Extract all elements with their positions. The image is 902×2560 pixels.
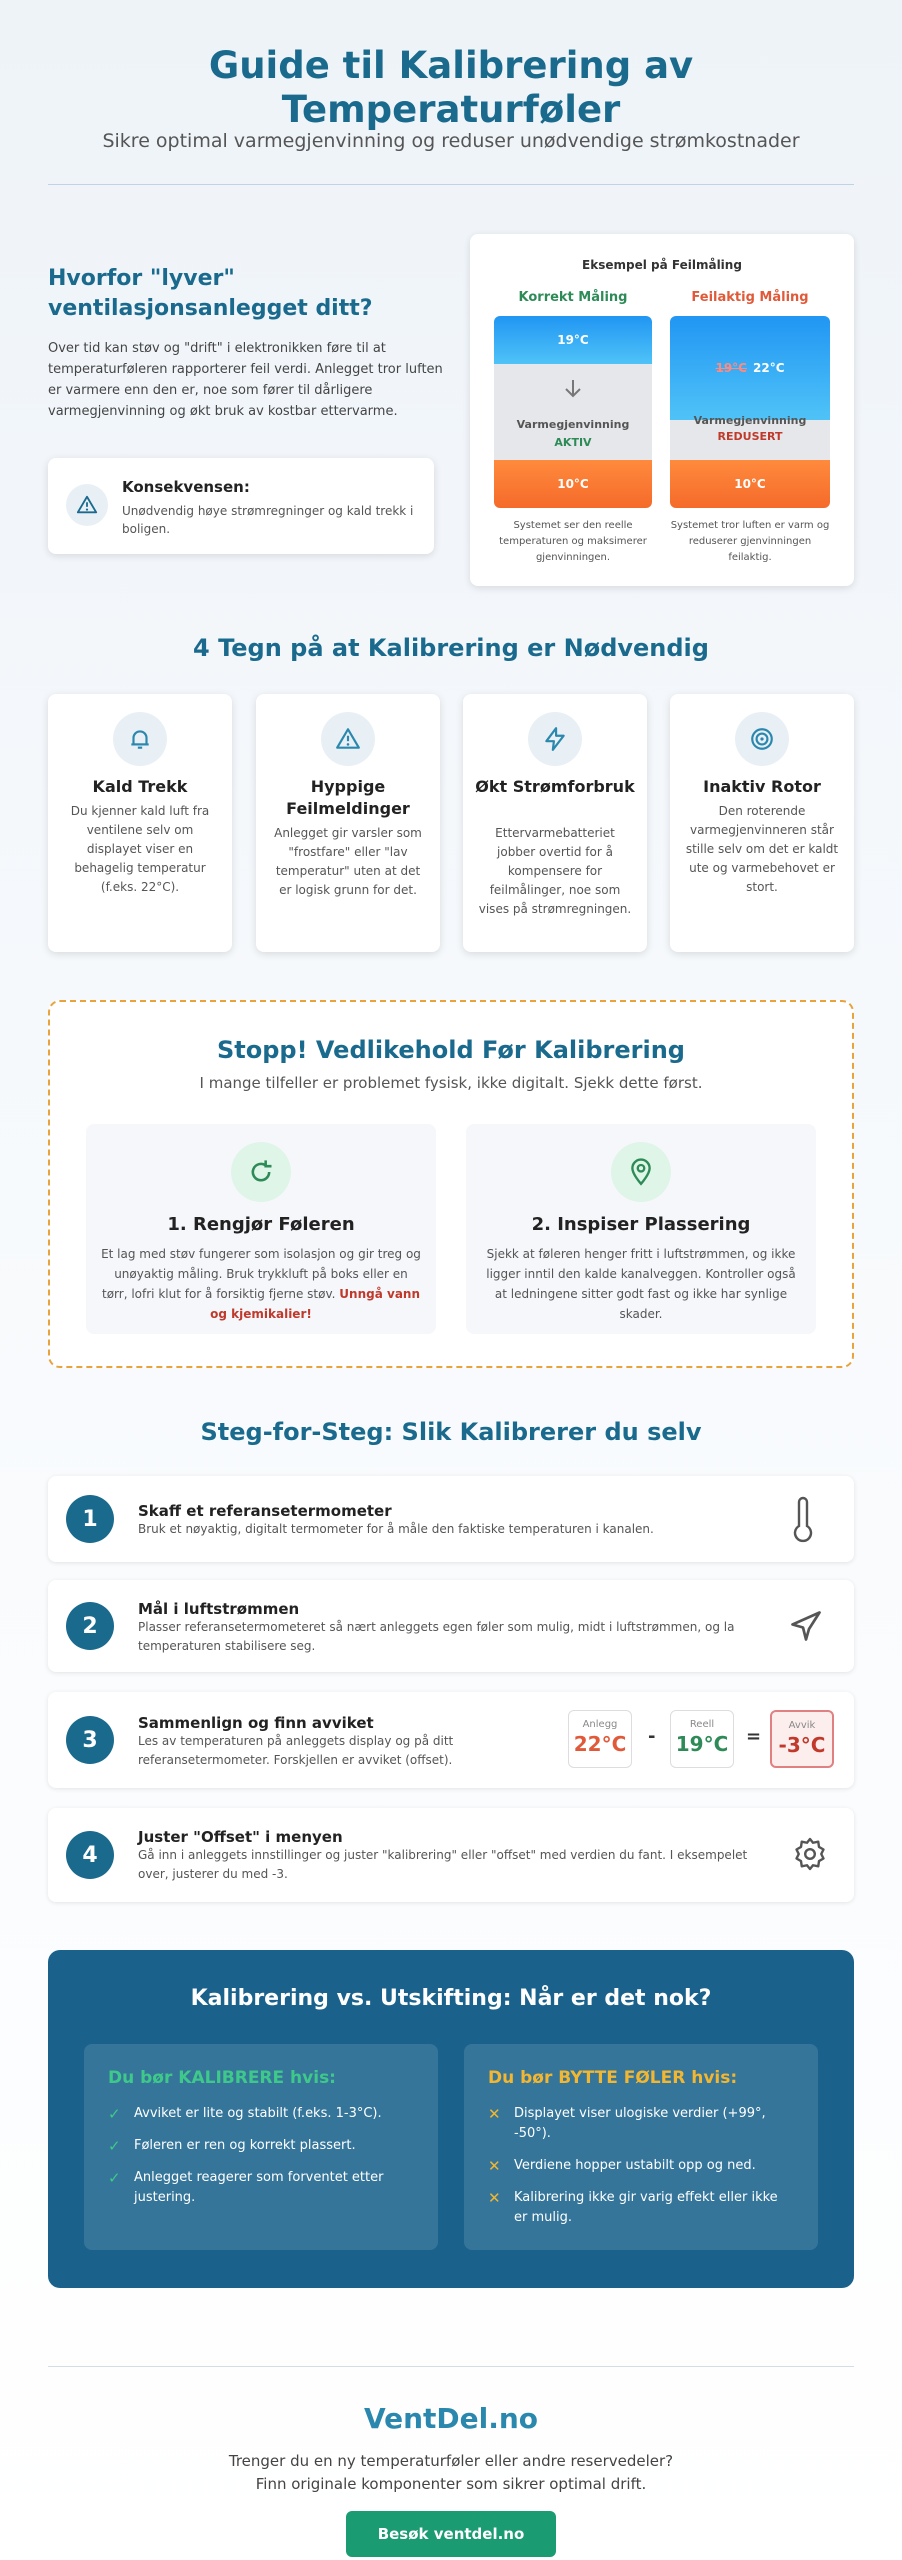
step-number: 1	[66, 1495, 114, 1543]
replace-title: Du bør BYTTE FØLER hvis:	[488, 2068, 738, 2088]
calibrate-box	[84, 2044, 438, 2250]
decision-heading: Kalibrering vs. Utskifting: Når er det nok?	[190, 1986, 712, 2011]
location-pin-icon	[611, 1142, 671, 1202]
footer-divider	[48, 2366, 854, 2367]
page-title: Guide til Kalibrering av Temperaturføler	[208, 44, 694, 131]
stop-subtitle: I mange tilfeller er problemet fysisk, ikke digitalt. Sjekk dette først.	[199, 1074, 703, 1092]
replace-box	[464, 2044, 818, 2250]
refresh-icon	[231, 1142, 291, 1202]
list-item: ✕ Displayet viser ulogiske verdier (+99°, -50°).	[488, 2105, 766, 2141]
step-number: 4	[66, 1831, 114, 1879]
gear-icon	[792, 1836, 828, 1876]
faulty-top	[670, 316, 830, 420]
sign-card: Inaktiv Rotor Den roterende varmegjenvinneren står stille selv om det er kaldt ute og varmebehovet er stort.	[670, 694, 854, 952]
step-card: 1 Skaff et referansetermometer Bruk et nøyaktig, digitalt termometer for å måle den faktiske temperaturen i kanalen.	[48, 1476, 854, 1562]
example-card	[470, 234, 854, 586]
minus-sign: -	[648, 1726, 656, 1747]
correct-mid: Varmegjenvinning AKTIV	[494, 364, 652, 460]
why-heading: Hvorfor "lyver" ventilasjonsanlegget ditt?	[48, 266, 373, 321]
thermometer-icon	[788, 1496, 818, 1548]
cross-icon: ✕	[488, 2157, 501, 2175]
faulty-caption: Systemet tror luften er varm og reduserer gjenvinningen feilaktig.	[670, 520, 830, 563]
footer-text: Trenger du en ny temperaturføler eller andre reservedeler? Finn originale komponenter som sikrer optimal drift.	[228, 2452, 674, 2493]
stop-heading: Stopp! Vedlikehold Før Kalibrering	[217, 1036, 685, 1064]
logo: VentDel.no	[363, 2402, 539, 2435]
faulty-diagram	[670, 316, 830, 508]
faulty-top-temp: 22°C	[753, 361, 785, 375]
list-item: ✕ Kalibrering ikke gir varig effekt eller ikke er mulig.	[488, 2189, 778, 2225]
arrow-down-icon	[563, 378, 583, 404]
check-icon: ✓	[108, 2105, 121, 2123]
warning-icon	[321, 712, 375, 766]
faulty-mid: Varmegjenvinning REDUSERT	[670, 420, 830, 460]
warning-text: Unngå vann og kjemikalier!	[210, 1287, 420, 1321]
step-number: 3	[66, 1716, 114, 1764]
correct-top-temp: 19°C	[494, 316, 652, 364]
cross-icon: ✕	[488, 2189, 501, 2207]
divider	[48, 184, 854, 185]
list-item: ✓ Avviket er lite og stabilt (f.eks. 1-3°C).	[108, 2105, 382, 2123]
step-card: 4 Juster "Offset" i menyen Gå inn i anleggets innstillinger og juster "kalibrering" eller "offset" med verdien du fant. I eksempelet over, justerer du med -3.	[48, 1808, 854, 1902]
offset-reading: Avvik -3°C	[770, 1710, 834, 1768]
sign-card: Kald Trekk Du kjenner kald luft fra ventilene selv om displayet viser en behagelig temperatur (f.eks. 22°C).	[48, 694, 232, 952]
bolt-icon	[528, 712, 582, 766]
clean-card: 1. Rengjør Føleren Et lag med støv fungerer som isolasjon og gir treg og unøyaktig måling. Bruk trykkluft på boks eller en tørr, lofri klut for å forsiktig fjerne støv. Unngå vann og kjemikalier!	[86, 1124, 436, 1334]
faulty-bottom-temp: 10°C	[670, 460, 830, 508]
bell-icon	[113, 712, 167, 766]
sign-card: Hyppige Feilmeldinger Anlegget gir varsler som "frostfare" eller "lav temperatur" uten at det er logisk grunn for det.	[256, 694, 440, 952]
correct-label: Korrekt Måling	[518, 290, 628, 305]
step-card: 2 Mål i luftstrømmen Plasser referansetermometeret så nært anleggets egen føler som mulig, midt i luftstrømmen, og la temperaturen stabilisere seg.	[48, 1580, 854, 1672]
consequence-card	[48, 458, 434, 554]
check-icon: ✓	[108, 2137, 121, 2155]
real-reading: Reell 19°C	[670, 1710, 734, 1768]
rotor-icon	[735, 712, 789, 766]
decision-panel	[48, 1950, 854, 2288]
equals-sign: =	[746, 1726, 762, 1747]
correct-bottom-temp: 10°C	[494, 460, 652, 508]
faulty-label: Feilaktig Måling	[691, 290, 809, 305]
faulty-old-temp: 19°C	[715, 361, 747, 375]
step-card: 3 Sammenlign og finn avviket Les av temperaturen på anleggets display og på ditt referansetermometer. Forskjellen er avviket (offset). Anlegg 22°C - Reell 19°C = Avvik -3°C	[48, 1692, 854, 1788]
consequence-title: Konsekvensen:	[122, 478, 250, 496]
warning-icon	[66, 484, 108, 526]
list-item: ✓ Føleren er ren og korrekt plassert.	[108, 2137, 356, 2155]
correct-caption: Systemet ser den reelle temperaturen og maksimerer gjenvinningen.	[499, 520, 647, 563]
inspect-card: 2. Inspiser Plassering Sjekk at føleren henger fritt i luftstrømmen, og ikke ligger inntil den kalde kanalveggen. Kontroller også at ledningene sitter godt fast og ikke har synlige skader.	[466, 1124, 816, 1334]
calibrate-title: Du bør KALIBRERE hvis:	[108, 2068, 336, 2088]
consequence-text: Unødvendig høye strømregninger og kald trekk i boligen.	[122, 504, 414, 536]
step-number: 2	[66, 1602, 114, 1650]
visit-button[interactable]: Besøk ventdel.no	[346, 2511, 556, 2557]
airplane-icon	[788, 1608, 824, 1648]
sign-card: Økt Strømforbruk Ettervarmebatteriet jobber overtid for å kompensere for feilmålinger, noe som vises på strømregningen.	[463, 694, 647, 952]
example-title: Eksempel på Feilmåling	[582, 258, 742, 272]
device-reading: Anlegg 22°C	[568, 1710, 632, 1768]
correct-diagram	[494, 316, 652, 508]
maintenance-box	[48, 1000, 854, 1368]
page-subtitle: Sikre optimal varmegjenvinning og reduser unødvendige strømkostnader	[102, 130, 800, 152]
why-body: Over tid kan støv og "drift" i elektronikken føre til at temperaturføleren rapporterer feil verdi. Anlegget tror luften er varmere enn den er, noe som fører til dårligere varmegjenvinning og økt bruk av kostbar ettervarme.	[48, 341, 443, 419]
list-item: ✓ Anlegget reagerer som forventet etter justering.	[108, 2169, 384, 2205]
steps-heading: Steg-for-Steg: Slik Kalibrerer du selv	[200, 1418, 702, 1446]
check-icon: ✓	[108, 2169, 121, 2187]
cross-icon: ✕	[488, 2105, 501, 2123]
list-item: ✕ Verdiene hopper ustabilt opp og ned.	[488, 2157, 756, 2175]
signs-heading: 4 Tegn på at Kalibrering er Nødvendig	[193, 634, 709, 662]
